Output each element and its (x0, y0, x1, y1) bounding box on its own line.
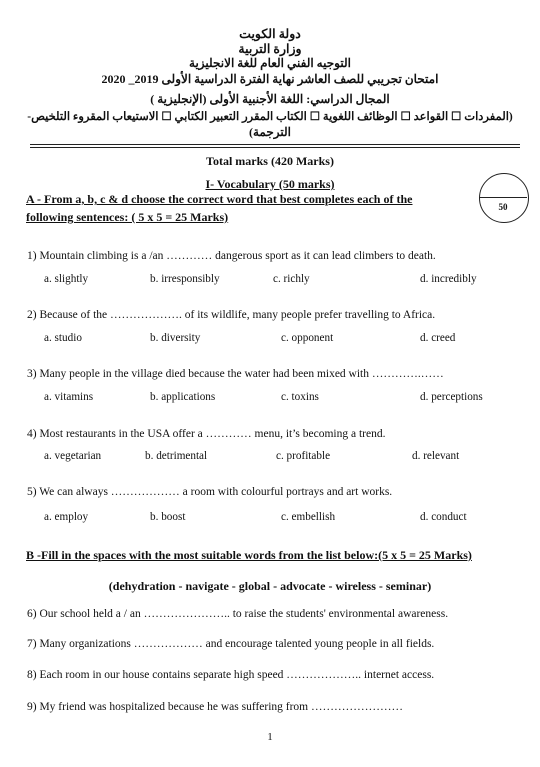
header-exam-title: امتحان تجريبي للصف العاشر نهاية الفترة الدراسية الأولى 2019_ 2020 (101, 72, 439, 86)
total-marks: Total marks (420 Marks) (206, 154, 334, 168)
q2-option-d: d. creed (420, 332, 456, 344)
score-bottom: 50 (498, 202, 508, 212)
q1-option-b: b. irresponsibly (150, 273, 220, 285)
question-3: 3) Many people in the village died because the water had been mixed with ………….…… (27, 368, 444, 380)
question-4: 4) Most restaurants in the USA offer a ………… menu, it’s becoming a trend. (27, 428, 386, 440)
q5-option-a: a. employ (44, 511, 89, 523)
q2-option-b: b. diversity (150, 332, 201, 344)
header-country: دولة الكويت (239, 27, 301, 41)
header-skills-line1: (المفردات ☐ القواعد ☐ الوظائف اللغوية ☐ الكتاب المقرر التعبير الكتابي ☐ الاستيعاب المقروء التلخيص- (27, 111, 513, 123)
page-number: 1 (267, 731, 273, 743)
question-7: 7) Many organizations ……………… and encourage talented young people in all fields. (27, 638, 435, 650)
q4-option-a: a. vegetarian (44, 450, 102, 462)
q4-option-d: d. relevant (412, 450, 460, 462)
q2-option-c: c. opponent (281, 332, 334, 344)
q1-option-a: a. slightly (44, 273, 89, 285)
q5-option-c: c. embellish (281, 511, 336, 523)
q5-option-d: d. conduct (420, 511, 467, 523)
question-1: 1) Mountain climbing is a /an ………… dangerous sport as it can lead climbers to death. (27, 250, 436, 262)
q3-option-a: a. vitamins (44, 391, 94, 403)
section-a-instruction-line1: A - From a, b, c & d choose the correct word that best completes each of the (26, 192, 413, 206)
section-a-instruction-line2: following sentences: ( 5 x 5 = 25 Marks) (26, 210, 229, 224)
header-department: التوجيه الفني العام للغة الانجليزية (189, 56, 351, 70)
question-5: 5) We can always ……………… a room with colourful portrays and art works. (27, 486, 393, 498)
header-skills-line2: الترجمة) (248, 125, 292, 139)
section-a-heading: I- Vocabulary (50 marks) (205, 177, 335, 191)
q4-option-c: c. profitable (276, 450, 331, 462)
q5-option-b: b. boost (150, 511, 186, 523)
q3-option-b: b. applications (150, 391, 216, 403)
question-6: 6) Our school held a / an ………………….. to raise the students' environmental awareness. (27, 608, 449, 620)
q1-option-d: d. incredibly (420, 273, 477, 285)
q3-option-d: d. perceptions (420, 391, 483, 403)
question-9: 9) My friend was hospitalized because he was suffering from …………………… (27, 701, 404, 713)
header-ministry: وزارة التربية (238, 42, 302, 56)
q4-option-b: b. detrimental (145, 450, 208, 462)
q1-option-c: c. richly (273, 273, 310, 285)
header-separator (30, 144, 520, 148)
q3-option-c: c. toxins (281, 391, 319, 403)
header-field: المجال الدراسي: اللغة الأجنبية الأولى (الإنجليزية ) (150, 92, 390, 106)
q2-option-a: a. studio (44, 332, 82, 344)
section-b-word-list: (dehydration - navigate - global - advocate - wireless - seminar) (108, 579, 432, 593)
score-divider (479, 197, 527, 198)
question-8: 8) Each room in our house contains separate high speed ……………….. internet access. (27, 669, 435, 681)
section-b-instruction: B -Fill in the spaces with the most suitable words from the list below:(5 x 5 = 25 Marks) (26, 548, 472, 562)
question-2: 2) Because of the ………………. of its wildlife, many people prefer travelling to Africa. (27, 309, 436, 321)
